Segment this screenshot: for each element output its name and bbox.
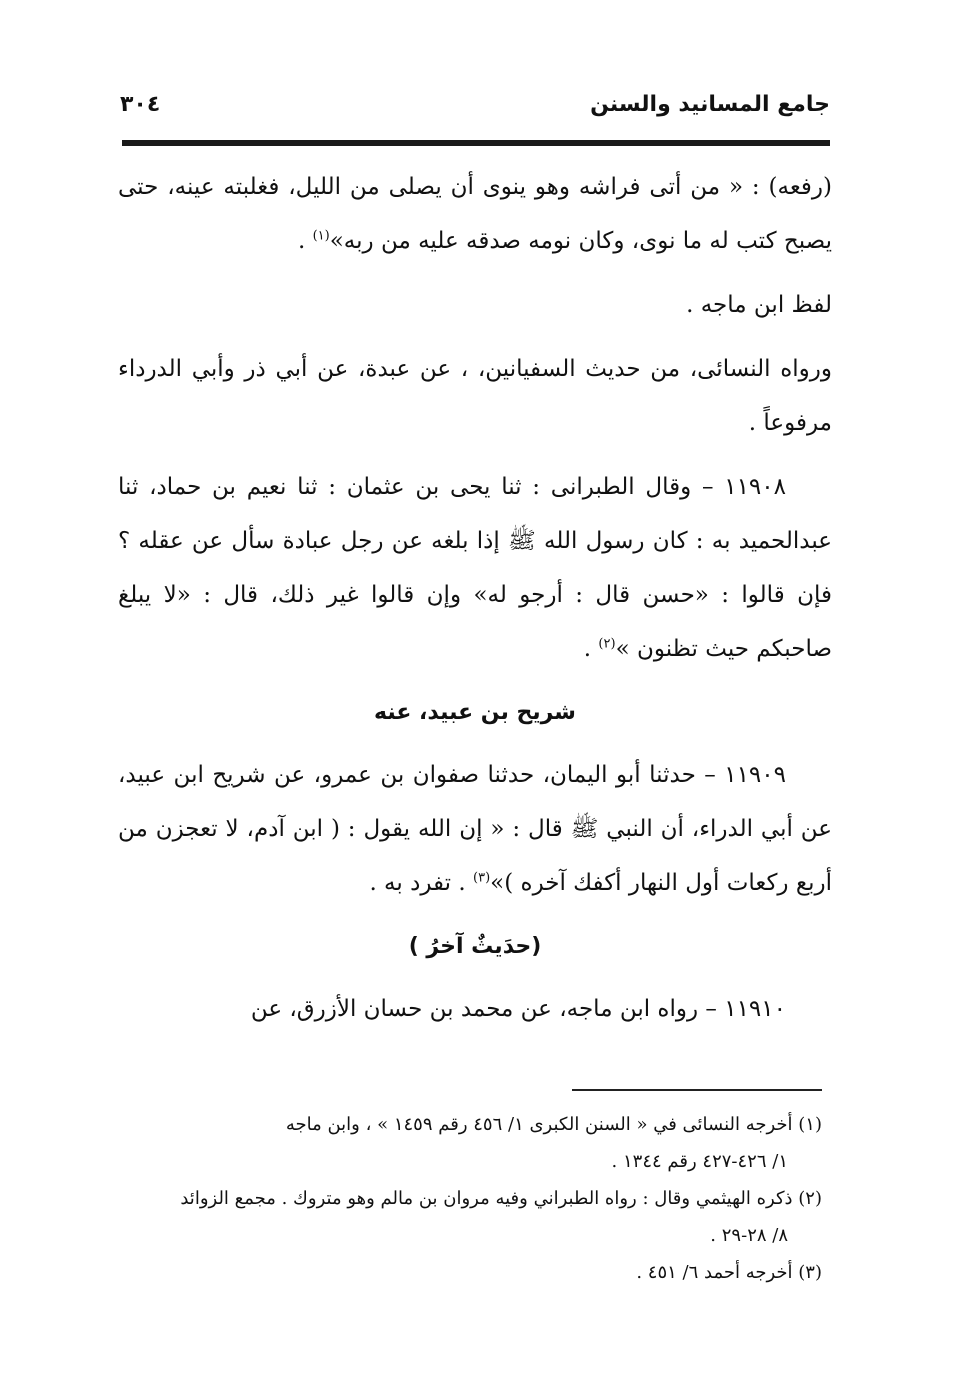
main-text — [118, 160, 832, 1046]
page-header — [120, 88, 830, 136]
hadith-11909-tail: . تفرد به . — [369, 870, 466, 896]
paragraph-2: لفظ ابن ماجه . — [686, 292, 832, 318]
footnotes — [108, 1106, 822, 1291]
footnote-2: (٢) ذكره الهيثمي وقال : رواه الطبراني وفيه مروان بن مالم وهو متروك . مجمع الزوائد — [180, 1188, 822, 1209]
footnote-3: (٣) أخرجه أحمد ٦/ ٤٥١ . — [636, 1262, 822, 1283]
paragraph-1-text: (رفعه) : « من أتى فراشه وهو ينوى أن يصلى من الليل، فغلبته عينه، حتى يصبح كتب له ما نوى، وكان نومه صدقه عليه من ربه» — [118, 174, 832, 254]
footnote-2-continued: ٨/ ٢٨-٢٩ . — [710, 1225, 788, 1246]
footnote-rule — [572, 1089, 822, 1091]
paragraph-1 — [118, 160, 832, 268]
hadith-11910: ١١٩١٠ – رواه ابن ماجه، عن محمد بن حسان الأزرق، عن — [250, 996, 786, 1022]
paragraph-3: ورواه النسائى، من حديث السفيانين، ، عن عبدة، عن أبي ذر وأبي الدرداء مرفوعاً . — [118, 356, 832, 436]
section-heading-shurayh: شريح بن عبيد، عنه — [374, 700, 576, 725]
footnote-1: (١) أخرجه النسائى في « السنن الكبرى ١/ ٤٥٦ رقم ١٤٥٩ » ، وابن ماجه — [285, 1114, 822, 1135]
page-number: ٣٠٤ — [120, 92, 161, 117]
hadith-11908-text: ١١٩٠٨ – وقال الطبرانى : ثنا يحى بن عثمان : ثنا نعيم بن حماد، ثنا عبدالحميد به : كان رسول الله ﷺ إذا بلغه عن رجل عبادة سأل عن عقله ؟ فإن قالوا : «حسن قال : أرجو له» وإن قالوا غير ذلك، قال : «لا يبلغ صاحبكم حيث تظنون » — [118, 474, 832, 662]
footnote-1-continued: ١/ ٤٢٦-٤٢٧ رقم ١٣٤٤ . — [611, 1151, 788, 1172]
footnote-ref-3: (٣) — [473, 870, 491, 886]
paragraph-1-tail: . — [297, 228, 306, 254]
hadith-11908 — [118, 460, 832, 676]
section-heading-another-hadith: (حدَيثٌ آخرُ ) — [408, 934, 542, 959]
footnote-ref-1: (١) — [312, 228, 330, 244]
footnote-ref-2: (٢) — [598, 636, 616, 652]
header-rule — [122, 140, 830, 146]
hadith-11909 — [118, 748, 832, 910]
hadith-11909-text: ١١٩٠٩ – حدثنا أبو اليمان، حدثنا صفوان بن عمرو، عن شريح ابن عبيد، عن أبي الدراء، أن النبي ﷺ قال : « إن الله يقول : ( ابن آدم، لا تعجزن من أربع ركعات أول النهار أكفك آخره )» — [118, 762, 832, 896]
hadith-11908-tail: . — [583, 636, 592, 662]
running-title: جامع المسانيد والسنن — [590, 92, 830, 117]
